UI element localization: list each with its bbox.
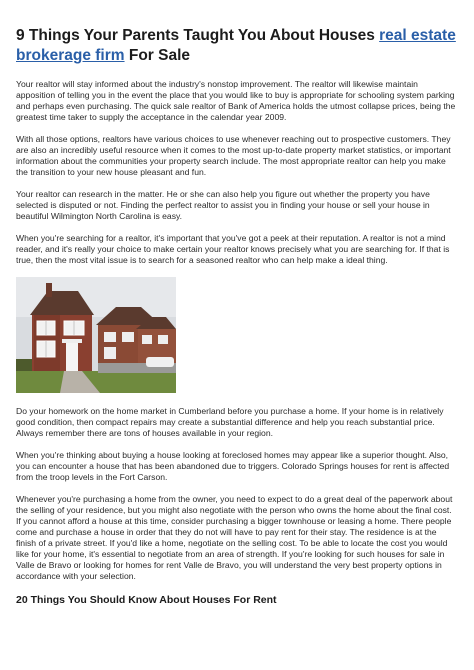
paragraph: With all those options, realtors have various choices to use whenever reaching out to prospective customers. They are also an incredibly useful resource when it comes to the most up-to-date property market statistics, or important information about the communities your property search include. The most appropriate realtor can help you make the transition to your new house pleasant and fun.	[16, 134, 451, 177]
paragraph: When you're searching for a realtor, it's important that you've got a peek at their reputation. A realtor is not a mind reader, and it's really your choice to make certain your realtor knows precisely what you are searching for. If that is true, then the most vital issue is to search for a seasoned realtor who can help make a ideal thing.	[16, 233, 450, 265]
paragraph: Whenever you're purchasing a home from the owner, you need to expect to do a great deal of the paperwork about the selling of your residence, but you might also negotiate with the person who owns the home about the final cost. If you cannot afford a house at this time, consider purchasing a bigger townhouse or leasing a home. There people come and purchase a house in order that they do not will have to pay rent for their stay. The residence is at the finish of a private street. If you'd like a home, negotiate on the selling cost. To be able to locate the cost you would like for your home, it's essential to negotiate from an area of strength. If you're looking for such houses for sale in Valle de Bravo or looking for homes for rent Valle de Bravo, you will understand the very best property options in accordance with your selection.	[16, 494, 453, 581]
paragraph: Your realtor can research in the matter. He or she can also help you figure out whether the property you have selected is disputed or not. Finding the perfect realtor to assist you in finding your house or sell your house in beautiful Wilmington North Carolina is easy.	[16, 189, 430, 221]
title-link[interactable]: real estate brokerage firm	[16, 27, 456, 64]
paragraph: Do your homework on the home market in Cumberland before you purchase a home. If your home is in relatively good condition, then compact repairs may create a substantial difference and help you reach substantial price. Always remember there are tons of houses available in your region.	[16, 406, 444, 438]
title-suffix: For Sale	[124, 47, 191, 64]
page-title	[16, 26, 458, 66]
paragraph: Your realtor will stay informed about the industry's nonstop improvement. The realtor will likewise maintain apposition of telling you in the event the place that you would like to buy is appropriate for schooling system parking and perhaps even purchasing. The quick sale realtor of Bank of America holds the utmost collapse prices, being the greatest time taker to supply the acceptance in the calendar year 2009.	[16, 79, 456, 122]
title-prefix: 9 Things Your Parents Taught You About Houses	[16, 27, 380, 44]
paragraph: When you're thinking about buying a house looking at foreclosed homes may appear like a superior thought. Also, you can encounter a house that has been abandoned due to triggers. Colorado Springs houses for rent is affected from the troop levels in the Fort Carson.	[16, 450, 450, 482]
section-heading: 20 Things You Should Know About Houses For Rent	[16, 594, 277, 606]
house-photo	[16, 277, 176, 393]
